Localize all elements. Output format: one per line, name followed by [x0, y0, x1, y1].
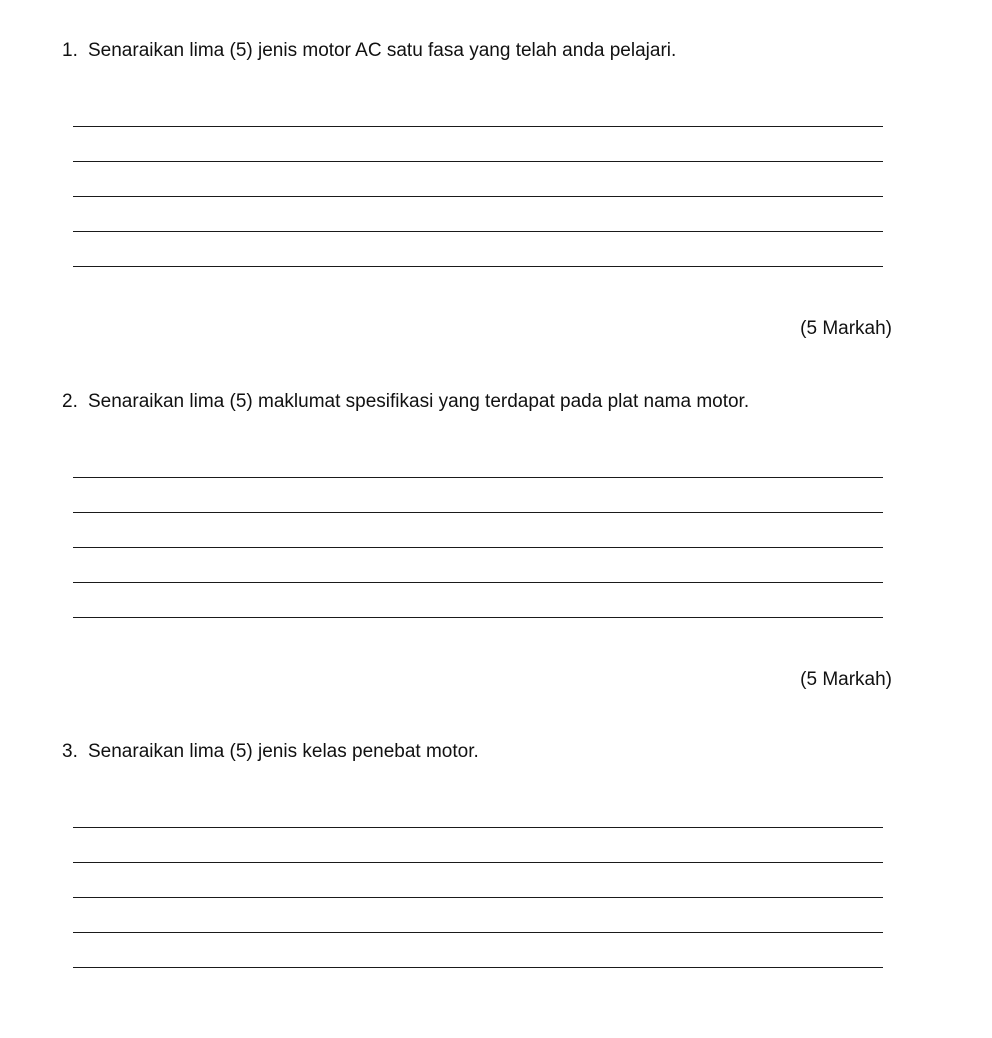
answer-line[interactable] [73, 231, 883, 232]
answer-line[interactable] [73, 266, 883, 267]
answer-line[interactable] [73, 196, 883, 197]
answer-line[interactable] [73, 617, 883, 618]
answer-line[interactable] [73, 897, 883, 898]
question-1-marks: (5 Markah) [800, 318, 892, 339]
answer-line[interactable] [73, 161, 883, 162]
answer-line[interactable] [73, 932, 883, 933]
question-3-text [62, 741, 479, 763]
question-2-marks: (5 Markah) [800, 669, 892, 690]
question-1-text [62, 40, 676, 62]
question-1-prompt: Senaraikan lima (5) jenis motor AC satu fasa yang telah anda pelajari. [88, 40, 677, 61]
question-2-prompt: Senaraikan lima (5) maklumat spesifikasi yang terdapat pada plat nama motor. [88, 391, 750, 412]
answer-line[interactable] [73, 512, 883, 513]
answer-line[interactable] [73, 582, 883, 583]
answer-line[interactable] [73, 477, 883, 478]
answer-line[interactable] [73, 967, 883, 968]
answer-line[interactable] [73, 547, 883, 548]
question-2-number: 2. [62, 391, 78, 412]
question-2-text [62, 391, 749, 413]
answer-line[interactable] [73, 862, 883, 863]
question-3-prompt: Senaraikan lima (5) jenis kelas penebat motor. [88, 741, 479, 762]
question-1-number: 1. [62, 40, 78, 61]
answer-line[interactable] [73, 126, 883, 127]
answer-line[interactable] [73, 827, 883, 828]
question-3-number: 3. [62, 741, 78, 762]
